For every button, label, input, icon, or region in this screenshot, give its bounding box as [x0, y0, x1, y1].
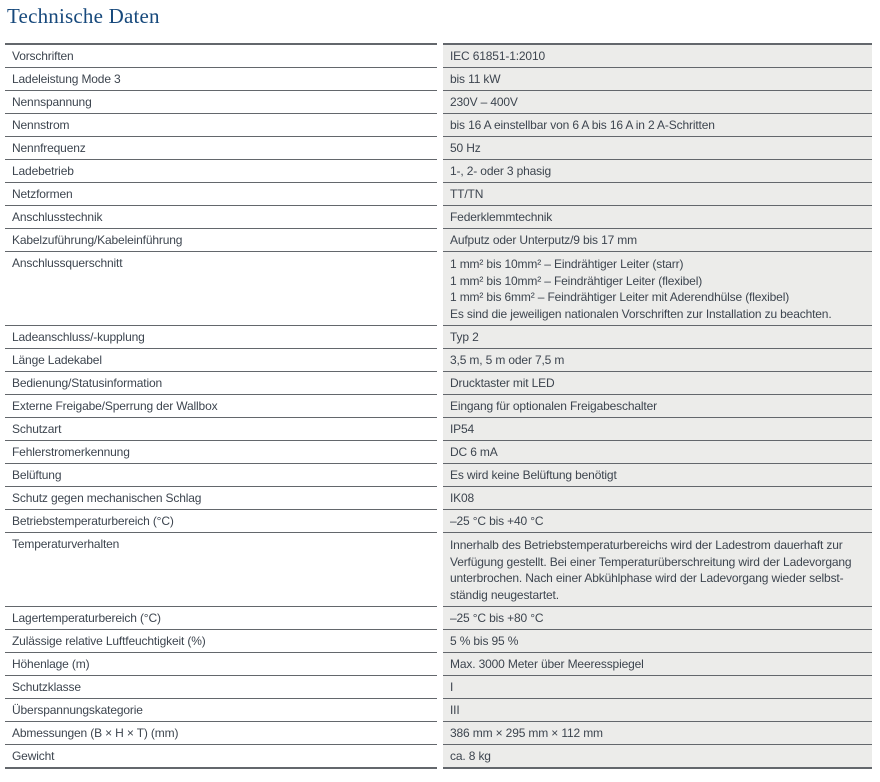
table-row: [5, 533, 872, 607]
spec-value: IEC 61851-1:2010: [443, 43, 872, 68]
table-row: [5, 722, 872, 745]
spec-value-line: 1 mm² bis 10mm² – Eindrähtiger Leiter (starr): [450, 257, 684, 271]
spec-value: Eingang für optionalen Freigabeschalter: [443, 395, 872, 418]
spec-value-line: Es sind die jeweiligen nationalen Vorschriften zur Installation zu beachten.: [450, 306, 832, 321]
table-row: [5, 607, 872, 630]
spec-value: Drucktaster mit LED: [443, 372, 872, 395]
spec-value: 1-, 2- oder 3 phasig: [443, 160, 872, 183]
table-row: [5, 441, 872, 464]
table-row: [5, 91, 872, 114]
spec-value-line: 1 mm² bis 6mm² – Feindrähtiger Leiter mit Aderendhülse (flexibel): [450, 290, 790, 304]
table-row: [5, 510, 872, 533]
spec-value: 386 mm × 295 mm × 112 mm: [443, 722, 872, 745]
spec-label: Ladeanschluss/-kupplung: [5, 326, 437, 349]
spec-value: –25 °C bis +80 °C: [443, 607, 872, 630]
spec-label: Externe Freigabe/Sperrung der Wallbox: [5, 395, 437, 418]
spec-label: Länge Ladekabel: [5, 349, 437, 372]
table-row: [5, 206, 872, 229]
spec-label: Höhenlage (m): [5, 653, 437, 676]
spec-value: Aufputz oder Unterputz/9 bis 17 mm: [443, 229, 872, 252]
page-title: Technische Daten: [7, 4, 160, 28]
spec-label: Netzformen: [5, 183, 437, 206]
table-row: [5, 653, 872, 676]
table-row: [5, 114, 872, 137]
spec-label: Schutzklasse: [5, 676, 437, 699]
spec-label: Belüftung: [5, 464, 437, 487]
spec-label: Bedienung/Statusinformation: [5, 372, 437, 395]
spec-value-line: Innerhalb des Betriebstemperaturbereichs wird der Ladestrom dauerhaft zur: [450, 538, 843, 552]
spec-value: –25 °C bis +40 °C: [443, 510, 872, 533]
spec-value: 5 % bis 95 %: [443, 630, 872, 653]
table-row: [5, 43, 872, 68]
spec-value: 230V – 400V: [443, 91, 872, 114]
spec-label: Vorschriften: [5, 43, 437, 68]
spec-value: bis 16 A einstellbar von 6 A bis 16 A in 2 A-Schritten: [443, 114, 872, 137]
spec-label: Fehlerstromerkennung: [5, 441, 437, 464]
table-row: [5, 487, 872, 510]
table-row: [5, 464, 872, 487]
table-row: [5, 372, 872, 395]
spec-value: IP54: [443, 418, 872, 441]
spec-value: 50 Hz: [443, 137, 872, 160]
spec-label: Schutz gegen mechanischen Schlag: [5, 487, 437, 510]
spec-value: [443, 533, 872, 607]
spec-label: Überspannungskategorie: [5, 699, 437, 722]
table-row: [5, 252, 872, 326]
spec-label: Nennfrequenz: [5, 137, 437, 160]
table-row: [5, 349, 872, 372]
spec-label: Ladebetrieb: [5, 160, 437, 183]
spec-value: III: [443, 699, 872, 722]
spec-label: Gewicht: [5, 745, 437, 769]
table-row: [5, 630, 872, 653]
spec-label: Temperaturverhalten: [5, 533, 437, 607]
spec-value: TT/TN: [443, 183, 872, 206]
spec-value-line: ständig neugestartet.: [450, 587, 559, 602]
spec-value: 3,5 m, 5 m oder 7,5 m: [443, 349, 872, 372]
spec-label: Schutzart: [5, 418, 437, 441]
spec-value-line: Verfügung gestellt. Bei einer Temperaturüberschreitung wird der Ladevorgang: [450, 554, 852, 569]
table-row: [5, 676, 872, 699]
table-row: [5, 160, 872, 183]
spec-label: Anschlussquerschnitt: [5, 252, 437, 326]
spec-label: Anschlusstechnik: [5, 206, 437, 229]
spec-value-line: 1 mm² bis 10mm² – Feindrähtiger Leiter (flexibel): [450, 273, 703, 288]
spec-label: Kabelzuführung/Kabeleinführung: [5, 229, 437, 252]
spec-value: DC 6 mA: [443, 441, 872, 464]
table-row: [5, 745, 872, 769]
spec-label: Abmessungen (B × H × T) (mm): [5, 722, 437, 745]
spec-value-line: unterbrochen. Nach einer Abkühlphase wird der Ladevorgang wieder selbst-: [450, 571, 844, 585]
spec-value: IK08: [443, 487, 872, 510]
table-row: [5, 699, 872, 722]
spec-value: Typ 2: [443, 326, 872, 349]
spec-label: Lagertemperaturbereich (°C): [5, 607, 437, 630]
table-row: [5, 183, 872, 206]
spec-value: bis 11 kW: [443, 68, 872, 91]
technical-data-table: [5, 43, 872, 769]
table-row: [5, 326, 872, 349]
table-row: [5, 229, 872, 252]
spec-label: Betriebstemperaturbereich (°C): [5, 510, 437, 533]
spec-value: ca. 8 kg: [443, 745, 872, 769]
spec-value: Es wird keine Belüftung benötigt: [443, 464, 872, 487]
spec-value: I: [443, 676, 872, 699]
table-row: [5, 68, 872, 91]
spec-label: Ladeleistung Mode 3: [5, 68, 437, 91]
spec-value: Federklemmtechnik: [443, 206, 872, 229]
spec-value: [443, 252, 872, 326]
table-row: [5, 418, 872, 441]
spec-label: Zulässige relative Luftfeuchtigkeit (%): [5, 630, 437, 653]
table-row: [5, 137, 872, 160]
spec-label: Nennstrom: [5, 114, 437, 137]
spec-label: Nennspannung: [5, 91, 437, 114]
table-row: [5, 395, 872, 418]
spec-value: Max. 3000 Meter über Meeresspiegel: [443, 653, 872, 676]
